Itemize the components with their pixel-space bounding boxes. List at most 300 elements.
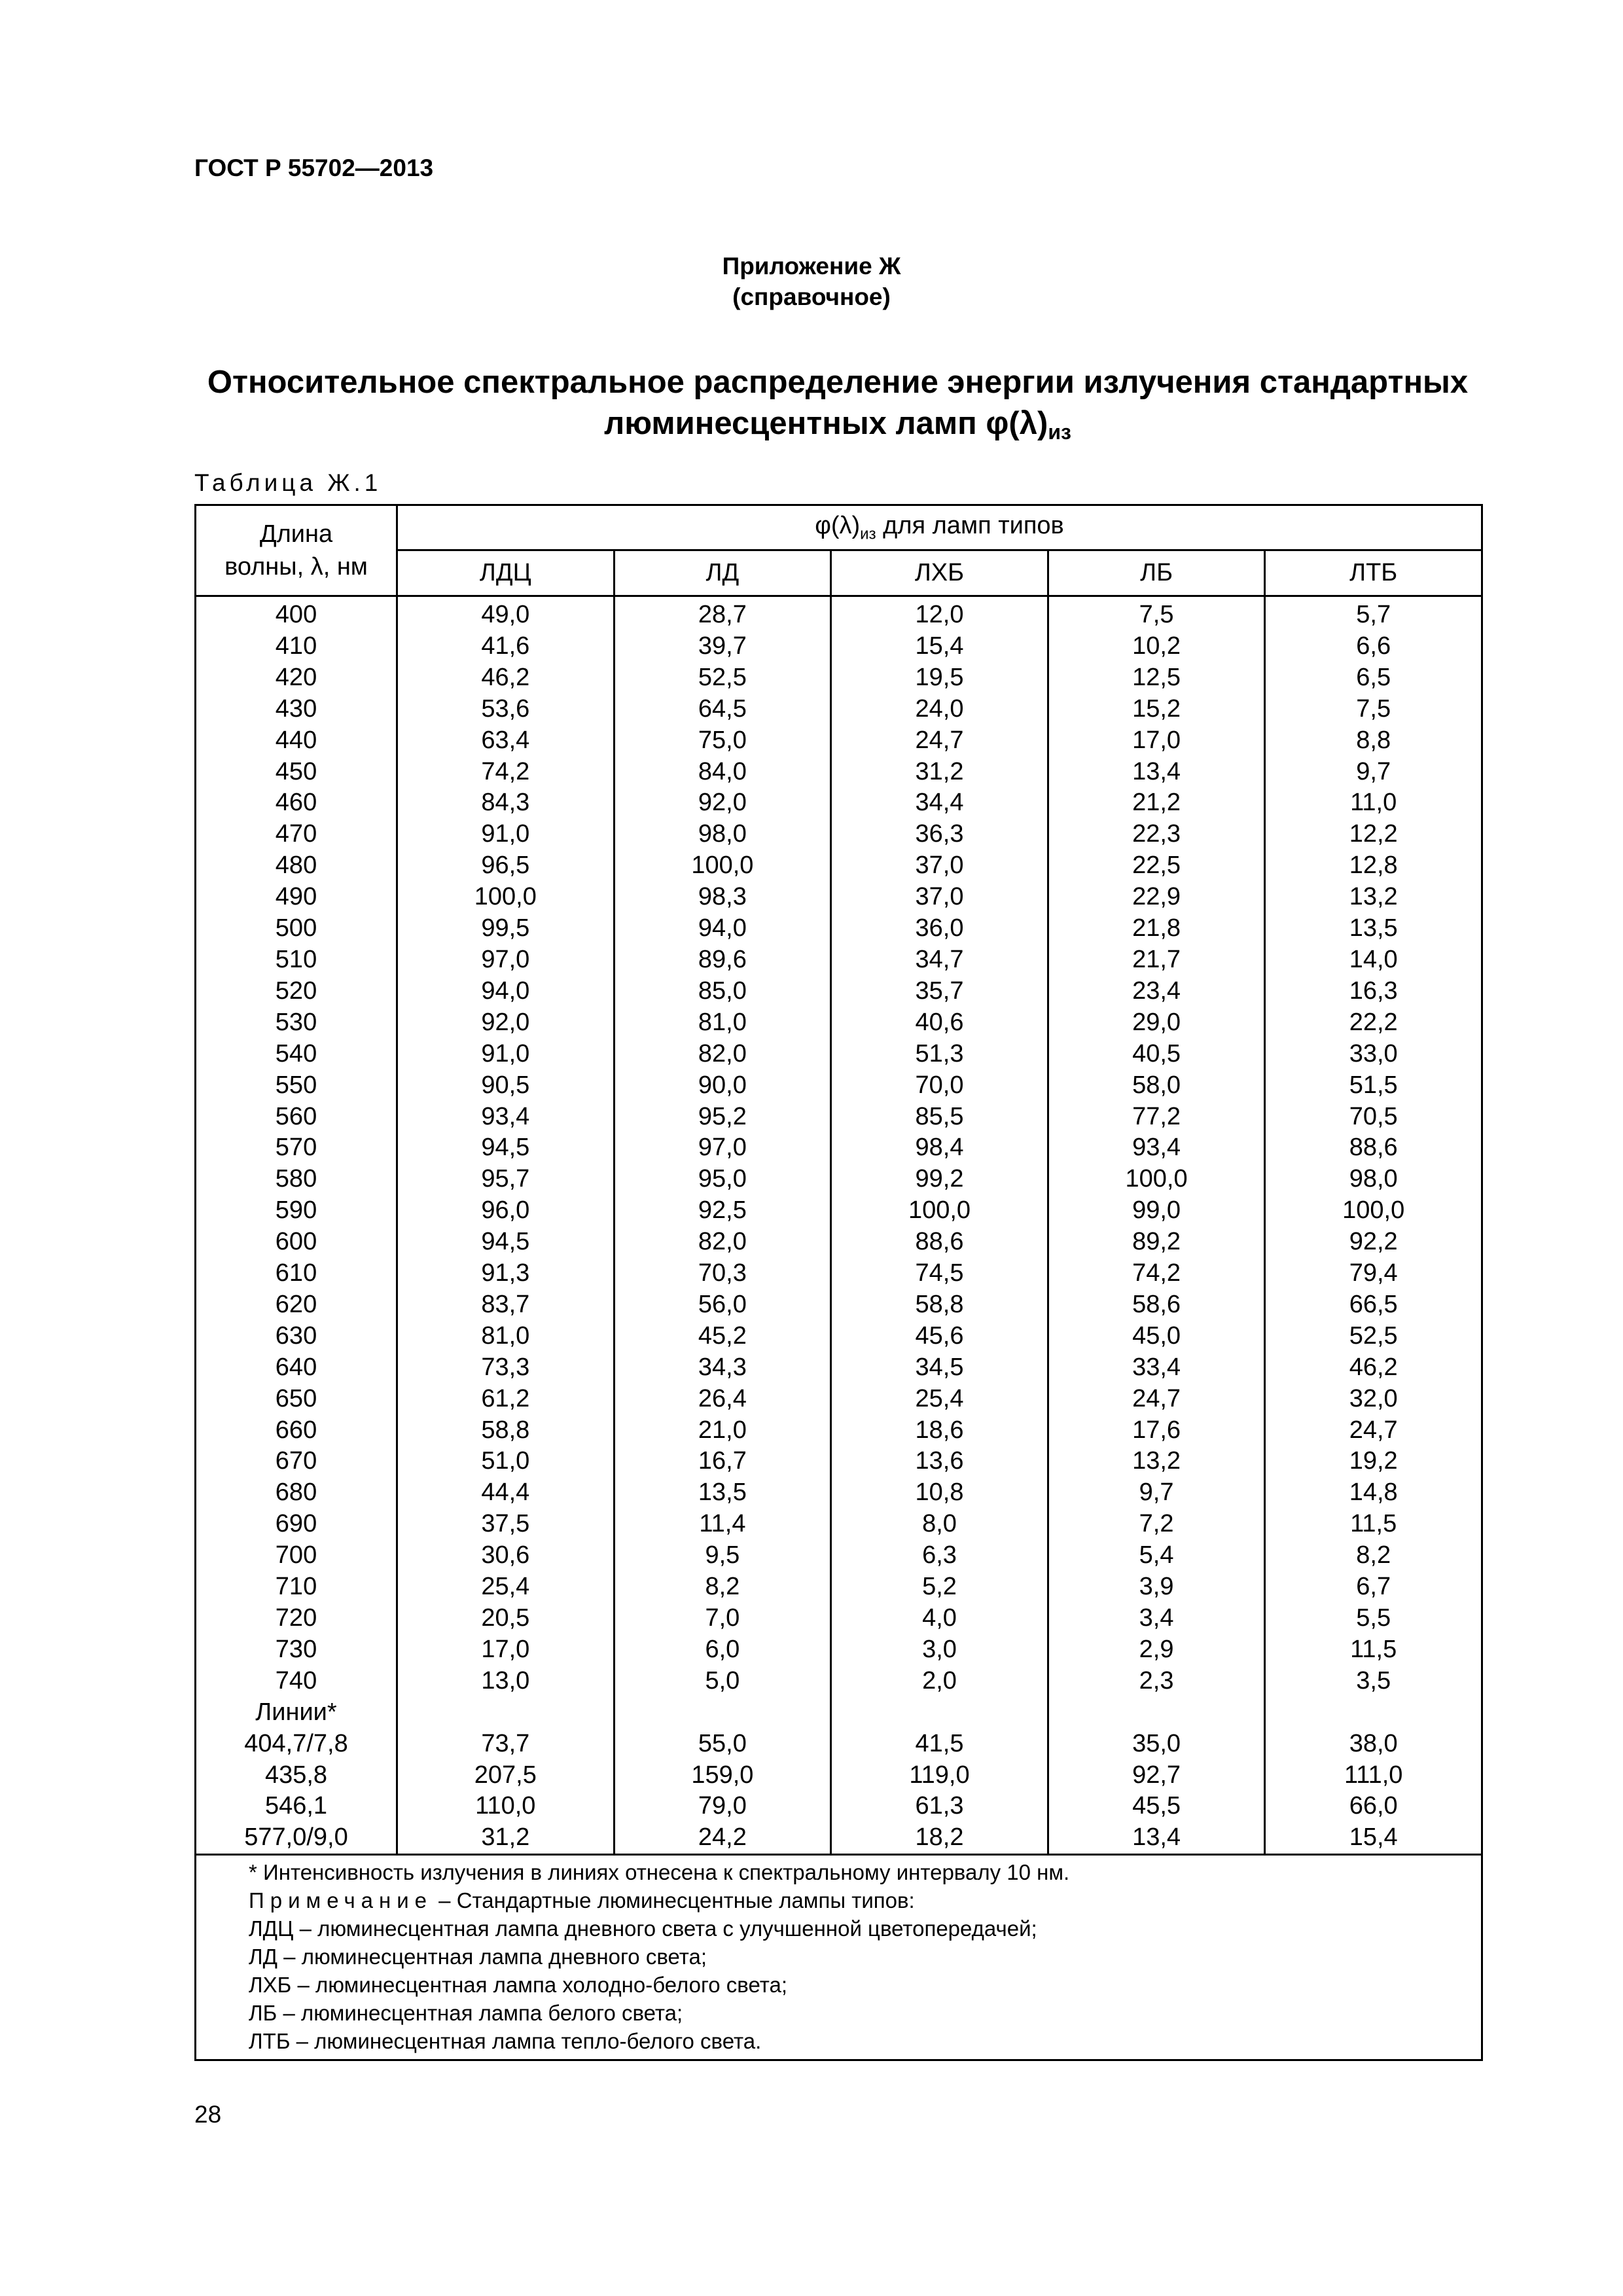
value-cell: 37,5 [397, 1509, 615, 1540]
value-cell: 24,7 [831, 725, 1048, 757]
value-cell: 12,2 [1265, 819, 1482, 850]
value-cell: 7,5 [1265, 694, 1482, 725]
value-cell: 73,7 [397, 1729, 615, 1760]
footnote: * Интенсивность излучения в линиях отнесена к спектральному интервалу 10 нм. [249, 1860, 1070, 1885]
table-row [196, 1729, 1482, 1760]
value-cell: 90,5 [397, 1070, 615, 1102]
value-cell [1048, 1697, 1265, 1729]
wavelength-cell: 450 [196, 757, 397, 788]
table-row [196, 1039, 1482, 1070]
value-cell: 8,2 [614, 1571, 831, 1603]
value-cell: 25,4 [831, 1384, 1048, 1415]
value-cell: 30,6 [397, 1540, 615, 1571]
header-wavelength-line2: волны, λ, нм [224, 553, 368, 581]
value-cell: 70,5 [1265, 1102, 1482, 1133]
wavelength-cell: 550 [196, 1070, 397, 1102]
value-cell: 31,2 [397, 1822, 615, 1854]
value-cell: 52,5 [1265, 1321, 1482, 1352]
value-cell: 22,5 [1048, 850, 1265, 882]
value-cell: 44,4 [397, 1477, 615, 1509]
value-cell: 13,4 [1048, 1822, 1265, 1854]
spectral-table [194, 504, 1483, 2061]
value-cell: 3,0 [831, 1634, 1048, 1666]
table-row [196, 1007, 1482, 1039]
value-cell: 74,5 [831, 1258, 1048, 1289]
value-cell: 10,8 [831, 1477, 1048, 1509]
value-cell: 29,0 [1048, 1007, 1265, 1039]
value-cell: 23,4 [1048, 976, 1265, 1007]
wavelength-cell: 560 [196, 1102, 397, 1133]
value-cell: 5,7 [1265, 596, 1482, 631]
value-cell: 12,5 [1048, 662, 1265, 694]
wavelength-cell: 580 [196, 1164, 397, 1195]
value-cell: 100,0 [614, 850, 831, 882]
value-cell: 41,6 [397, 631, 615, 662]
value-cell: 91,3 [397, 1258, 615, 1289]
value-cell: 45,5 [1048, 1791, 1265, 1822]
value-cell: 93,4 [1048, 1132, 1265, 1164]
table-row [196, 694, 1482, 725]
table-row [196, 1477, 1482, 1509]
value-cell: 88,6 [1265, 1132, 1482, 1164]
value-cell: 40,6 [831, 1007, 1048, 1039]
wavelength-cell: 630 [196, 1321, 397, 1352]
table-heading-line1: Относительное спектральное распределение энергии излучения стандартных [207, 365, 1469, 400]
value-cell: 58,8 [831, 1289, 1048, 1321]
appendix-title: Приложение Ж [722, 253, 901, 279]
value-cell: 53,6 [397, 694, 615, 725]
value-cell: 5,0 [614, 1666, 831, 1697]
value-cell [397, 1697, 615, 1729]
table-row [196, 631, 1482, 662]
value-cell: 9,5 [614, 1540, 831, 1571]
value-cell: 207,5 [397, 1760, 615, 1791]
wavelength-cell: 490 [196, 882, 397, 913]
value-cell [614, 1697, 831, 1729]
value-cell: 5,5 [1265, 1603, 1482, 1634]
value-cell: 94,0 [614, 913, 831, 944]
value-cell: 40,5 [1048, 1039, 1265, 1070]
value-cell: 35,7 [831, 976, 1048, 1007]
value-cell: 21,8 [1048, 913, 1265, 944]
value-cell: 61,2 [397, 1384, 615, 1415]
note-item: ЛДЦ – люминесцентная лампа дневного света с улучшенной цветопередачей; [249, 1916, 1037, 1941]
value-cell: 17,0 [397, 1634, 615, 1666]
table-row [196, 757, 1482, 788]
value-cell: 35,0 [1048, 1729, 1265, 1760]
note-word: Примечание [249, 1888, 433, 1913]
value-cell: 3,4 [1048, 1603, 1265, 1634]
table-row [196, 725, 1482, 757]
value-cell: 88,6 [831, 1227, 1048, 1258]
value-cell: 18,6 [831, 1415, 1048, 1446]
wavelength-cell: 610 [196, 1258, 397, 1289]
value-cell: 82,0 [614, 1227, 831, 1258]
value-cell: 31,2 [831, 757, 1048, 788]
value-cell: 45,0 [1048, 1321, 1265, 1352]
wavelength-cell: 690 [196, 1509, 397, 1540]
value-cell: 45,6 [831, 1321, 1048, 1352]
value-cell: 45,2 [614, 1321, 831, 1352]
value-cell: 79,0 [614, 1791, 831, 1822]
value-cell: 61,3 [831, 1791, 1048, 1822]
note-item: ЛХБ – люминесцентная лампа холодно-белого света; [249, 1973, 787, 1998]
value-cell: 110,0 [397, 1791, 615, 1822]
table-body [196, 596, 1482, 1855]
value-cell: 85,5 [831, 1102, 1048, 1133]
value-cell: 74,2 [397, 757, 615, 788]
value-cell: 95,0 [614, 1164, 831, 1195]
wavelength-cell: 404,7/7,8 [196, 1729, 397, 1760]
value-cell: 2,3 [1048, 1666, 1265, 1697]
value-cell: 21,0 [614, 1415, 831, 1446]
value-cell: 19,2 [1265, 1446, 1482, 1477]
value-cell: 37,0 [831, 882, 1048, 913]
table-row [196, 787, 1482, 819]
value-cell: 2,9 [1048, 1634, 1265, 1666]
value-cell: 64,5 [614, 694, 831, 725]
value-cell: 12,0 [831, 596, 1048, 631]
value-cell: 55,0 [614, 1729, 831, 1760]
wavelength-cell: 700 [196, 1540, 397, 1571]
value-cell: 98,0 [1265, 1164, 1482, 1195]
value-cell: 24,7 [1048, 1384, 1265, 1415]
column-header: ЛД [614, 550, 831, 596]
table-row [196, 1509, 1482, 1540]
wavelength-cell: 400 [196, 596, 397, 631]
wavelength-cell: 640 [196, 1352, 397, 1384]
note-item: ЛБ – люминесцентная лампа белого света; [249, 2001, 683, 2026]
header-lamp-group [397, 505, 1482, 550]
value-cell: 19,5 [831, 662, 1048, 694]
value-cell: 16,3 [1265, 976, 1482, 1007]
value-cell: 99,2 [831, 1164, 1048, 1195]
value-cell: 13,4 [1048, 757, 1265, 788]
wavelength-cell: 720 [196, 1603, 397, 1634]
value-cell: 36,3 [831, 819, 1048, 850]
wavelength-cell: 520 [196, 976, 397, 1007]
value-cell: 17,6 [1048, 1415, 1265, 1446]
value-cell: 92,2 [1265, 1227, 1482, 1258]
value-cell: 5,4 [1048, 1540, 1265, 1571]
table-row [196, 976, 1482, 1007]
document-code: ГОСТ Р 55702—2013 [194, 154, 434, 181]
value-cell: 95,7 [397, 1164, 615, 1195]
table-heading-line2 [26, 405, 1623, 444]
value-cell: 92,5 [614, 1195, 831, 1227]
value-cell: 22,9 [1048, 882, 1265, 913]
table-row [196, 1415, 1482, 1446]
value-cell: 90,0 [614, 1070, 831, 1102]
value-cell: 10,2 [1048, 631, 1265, 662]
value-cell: 63,4 [397, 725, 615, 757]
value-cell: 24,2 [614, 1822, 831, 1854]
wavelength-cell: 740 [196, 1666, 397, 1697]
value-cell: 84,3 [397, 787, 615, 819]
value-cell: 15,2 [1048, 694, 1265, 725]
value-cell: 100,0 [831, 1195, 1048, 1227]
value-cell: 22,2 [1265, 1007, 1482, 1039]
value-cell: 6,6 [1265, 631, 1482, 662]
table-row [196, 1446, 1482, 1477]
appendix-type: (справочное) [732, 283, 891, 310]
value-cell: 11,4 [614, 1509, 831, 1540]
table-label: Таблица Ж.1 [194, 469, 382, 496]
value-cell: 85,0 [614, 976, 831, 1007]
value-cell: 58,6 [1048, 1289, 1265, 1321]
value-cell: 39,7 [614, 631, 831, 662]
value-cell: 70,0 [831, 1070, 1048, 1102]
wavelength-cell: 460 [196, 787, 397, 819]
table-row [196, 882, 1482, 913]
column-header: ЛДЦ [397, 550, 615, 596]
value-cell: 98,4 [831, 1132, 1048, 1164]
wavelength-cell: 470 [196, 819, 397, 850]
value-cell: 46,2 [397, 662, 615, 694]
value-cell: 98,0 [614, 819, 831, 850]
table-row [196, 1321, 1482, 1352]
value-cell: 100,0 [1048, 1164, 1265, 1195]
value-cell: 89,6 [614, 944, 831, 976]
header-group-phi: φ(λ) [815, 511, 861, 539]
table-row [196, 1289, 1482, 1321]
value-cell: 100,0 [397, 882, 615, 913]
value-cell: 20,5 [397, 1603, 615, 1634]
value-cell: 95,2 [614, 1102, 831, 1133]
wavelength-cell: 530 [196, 1007, 397, 1039]
value-cell: 38,0 [1265, 1729, 1482, 1760]
value-cell: 28,7 [614, 596, 831, 631]
wavelength-cell: 577,0/9,0 [196, 1822, 397, 1854]
table-row [196, 1822, 1482, 1854]
wavelength-cell: 620 [196, 1289, 397, 1321]
table-row [196, 596, 1482, 631]
value-cell: 81,0 [397, 1321, 615, 1352]
value-cell: 14,8 [1265, 1477, 1482, 1509]
value-cell: 91,0 [397, 1039, 615, 1070]
table-row [196, 1227, 1482, 1258]
wavelength-cell: 546,1 [196, 1791, 397, 1822]
value-cell: 49,0 [397, 596, 615, 631]
value-cell: 8,8 [1265, 725, 1482, 757]
value-cell: 91,0 [397, 819, 615, 850]
value-cell: 11,5 [1265, 1509, 1482, 1540]
value-cell: 92,0 [397, 1007, 615, 1039]
value-cell: 81,0 [614, 1007, 831, 1039]
table-row [196, 1760, 1482, 1791]
value-cell: 51,3 [831, 1039, 1048, 1070]
value-cell: 14,0 [1265, 944, 1482, 976]
table-row [196, 913, 1482, 944]
value-cell: 94,5 [397, 1227, 615, 1258]
wavelength-cell: 730 [196, 1634, 397, 1666]
value-cell: 96,5 [397, 850, 615, 882]
value-cell: 75,0 [614, 725, 831, 757]
value-cell: 34,7 [831, 944, 1048, 976]
wavelength-cell: 590 [196, 1195, 397, 1227]
value-cell: 2,0 [831, 1666, 1048, 1697]
value-cell: 15,4 [831, 631, 1048, 662]
value-cell: 96,0 [397, 1195, 615, 1227]
value-cell: 41,5 [831, 1729, 1048, 1760]
value-cell: 51,5 [1265, 1070, 1482, 1102]
value-cell: 83,7 [397, 1289, 615, 1321]
value-cell: 99,5 [397, 913, 615, 944]
value-cell: 13,5 [1265, 913, 1482, 944]
value-cell: 37,0 [831, 850, 1048, 882]
wavelength-cell: 430 [196, 694, 397, 725]
value-cell: 34,4 [831, 787, 1048, 819]
value-cell: 6,7 [1265, 1571, 1482, 1603]
value-cell: 94,5 [397, 1132, 615, 1164]
value-cell: 6,3 [831, 1540, 1048, 1571]
table-row [196, 1070, 1482, 1102]
header-wavelength [196, 505, 397, 596]
table-row [196, 1603, 1482, 1634]
value-cell: 5,2 [831, 1571, 1048, 1603]
value-cell: 92,0 [614, 787, 831, 819]
value-cell: 100,0 [1265, 1195, 1482, 1227]
value-cell [1265, 1697, 1482, 1729]
value-cell: 7,2 [1048, 1509, 1265, 1540]
value-cell: 7,5 [1048, 596, 1265, 631]
page-number: 28 [194, 2101, 222, 2128]
note-item: ЛД – люминесцентная лампа дневного света; [249, 1945, 707, 1969]
wavelength-cell: 420 [196, 662, 397, 694]
value-cell: 6,5 [1265, 662, 1482, 694]
value-cell: 99,0 [1048, 1195, 1265, 1227]
value-cell: 34,5 [831, 1352, 1048, 1384]
value-cell: 70,3 [614, 1258, 831, 1289]
table-row [196, 850, 1482, 882]
notes-cell [196, 1855, 1482, 2060]
table-row [196, 1791, 1482, 1822]
value-cell: 56,0 [614, 1289, 831, 1321]
value-cell: 3,5 [1265, 1666, 1482, 1697]
value-cell: 13,2 [1265, 882, 1482, 913]
notes-row [196, 1855, 1482, 2060]
value-cell: 51,0 [397, 1446, 615, 1477]
table-row [196, 1540, 1482, 1571]
wavelength-cell: Линии* [196, 1697, 397, 1729]
wavelength-cell: 410 [196, 631, 397, 662]
value-cell: 119,0 [831, 1760, 1048, 1791]
value-cell: 79,4 [1265, 1258, 1482, 1289]
value-cell: 7,0 [614, 1603, 831, 1634]
value-cell: 13,6 [831, 1446, 1048, 1477]
value-cell: 66,5 [1265, 1289, 1482, 1321]
wavelength-cell: 650 [196, 1384, 397, 1415]
wavelength-cell: 710 [196, 1571, 397, 1603]
value-cell: 33,4 [1048, 1352, 1265, 1384]
table-row [196, 944, 1482, 976]
value-cell: 17,0 [1048, 725, 1265, 757]
value-cell: 13,2 [1048, 1446, 1265, 1477]
value-cell: 16,7 [614, 1446, 831, 1477]
value-cell: 77,2 [1048, 1102, 1265, 1133]
header-wavelength-line1: Длина [259, 520, 333, 548]
value-cell: 34,3 [614, 1352, 831, 1384]
wavelength-cell: 480 [196, 850, 397, 882]
value-cell: 8,2 [1265, 1540, 1482, 1571]
value-cell: 12,8 [1265, 850, 1482, 882]
column-header: ЛХБ [831, 550, 1048, 596]
value-cell: 6,0 [614, 1634, 831, 1666]
value-cell: 9,7 [1048, 1477, 1265, 1509]
header-group-text: для ламп типов [876, 511, 1064, 539]
value-cell: 11,5 [1265, 1634, 1482, 1666]
wavelength-cell: 540 [196, 1039, 397, 1070]
value-cell: 89,2 [1048, 1227, 1265, 1258]
table-row [196, 662, 1482, 694]
value-cell: 74,2 [1048, 1258, 1265, 1289]
column-header: ЛТБ [1265, 550, 1482, 596]
table-row [196, 1195, 1482, 1227]
value-cell: 22,3 [1048, 819, 1265, 850]
value-cell: 92,7 [1048, 1760, 1265, 1791]
value-cell: 21,2 [1048, 787, 1265, 819]
value-cell: 58,0 [1048, 1070, 1265, 1102]
value-cell: 11,0 [1265, 787, 1482, 819]
wavelength-cell: 600 [196, 1227, 397, 1258]
value-cell: 66,0 [1265, 1791, 1482, 1822]
value-cell: 98,3 [614, 882, 831, 913]
value-cell [831, 1697, 1048, 1729]
note-item: ЛТБ – люминесцентная лампа тепло-белого света. [249, 2029, 762, 2054]
table-row [196, 1634, 1482, 1666]
header-group-subscript: из [860, 525, 876, 543]
wavelength-cell: 510 [196, 944, 397, 976]
value-cell: 4,0 [831, 1603, 1048, 1634]
wavelength-cell: 440 [196, 725, 397, 757]
value-cell: 33,0 [1265, 1039, 1482, 1070]
value-cell: 97,0 [614, 1132, 831, 1164]
value-cell: 97,0 [397, 944, 615, 976]
note-intro [249, 1886, 1481, 1914]
value-cell: 13,0 [397, 1666, 615, 1697]
value-cell: 24,7 [1265, 1415, 1482, 1446]
wavelength-cell: 680 [196, 1477, 397, 1509]
table-row [196, 1352, 1482, 1384]
note-items [249, 1914, 1481, 2055]
value-cell: 9,7 [1265, 757, 1482, 788]
heading-main-text: люминесцентных ламп φ(λ) [604, 406, 1048, 441]
table-row [196, 819, 1482, 850]
wavelength-cell: 435,8 [196, 1760, 397, 1791]
table-row [196, 1164, 1482, 1195]
value-cell: 15,4 [1265, 1822, 1482, 1854]
value-cell: 111,0 [1265, 1760, 1482, 1791]
value-cell: 46,2 [1265, 1352, 1482, 1384]
heading-subscript: из [1048, 420, 1071, 444]
wavelength-cell: 500 [196, 913, 397, 944]
wavelength-cell: 670 [196, 1446, 397, 1477]
table-row [196, 1384, 1482, 1415]
value-cell: 94,0 [397, 976, 615, 1007]
value-cell: 24,0 [831, 694, 1048, 725]
value-cell: 26,4 [614, 1384, 831, 1415]
wavelength-cell: 570 [196, 1132, 397, 1164]
value-cell: 58,8 [397, 1415, 615, 1446]
wavelength-cell: 660 [196, 1415, 397, 1446]
value-cell: 8,0 [831, 1509, 1048, 1540]
value-cell: 25,4 [397, 1571, 615, 1603]
value-cell: 13,5 [614, 1477, 831, 1509]
value-cell: 18,2 [831, 1822, 1048, 1854]
value-cell: 36,0 [831, 913, 1048, 944]
value-cell: 93,4 [397, 1102, 615, 1133]
value-cell: 159,0 [614, 1760, 831, 1791]
